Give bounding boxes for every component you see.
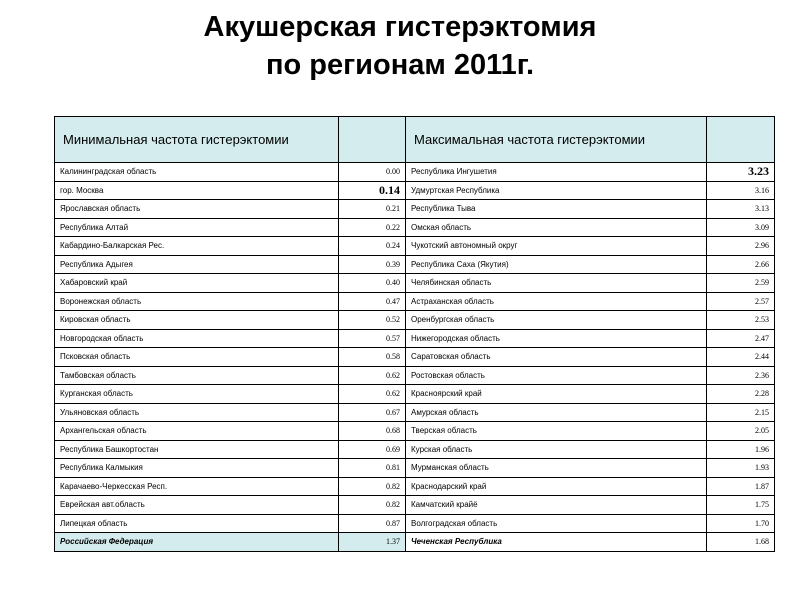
max-region-cell: Оренбургская область (406, 311, 707, 330)
table-row (55, 477, 775, 496)
max-value-cell: 3.13 (707, 200, 775, 219)
min-region-cell: Ярославская область (55, 200, 339, 219)
min-value-cell: 0.57 (339, 329, 406, 348)
max-value-cell: 2.57 (707, 292, 775, 311)
max-value-cell: 1.68 (707, 533, 775, 552)
max-value-cell: 1.70 (707, 514, 775, 533)
max-region-cell: Республика Ингушетия (406, 163, 707, 182)
table-row (55, 218, 775, 237)
max-value-cell: 2.96 (707, 237, 775, 256)
min-region-cell: Курганская область (55, 385, 339, 404)
min-region-cell: Карачаево-Черкесская Респ. (55, 477, 339, 496)
max-region-cell: Мурманская область (406, 459, 707, 478)
max-value-cell: 2.05 (707, 422, 775, 441)
table-row (55, 200, 775, 219)
table-row (55, 181, 775, 200)
min-value-cell: 0.67 (339, 403, 406, 422)
min-region-cell: Псковская область (55, 348, 339, 367)
max-value-cell: 1.75 (707, 496, 775, 515)
min-region-cell: Архангельская область (55, 422, 339, 441)
min-value-cell: 0.82 (339, 477, 406, 496)
min-region-cell: Республика Адыгея (55, 255, 339, 274)
min-value-cell: 0.58 (339, 348, 406, 367)
min-value-cell: 0.00 (339, 163, 406, 182)
table-row (55, 385, 775, 404)
table-row (55, 311, 775, 330)
max-value-cell: 2.44 (707, 348, 775, 367)
table-row (55, 422, 775, 441)
min-value-cell: 0.52 (339, 311, 406, 330)
min-region-cell: Липецкая область (55, 514, 339, 533)
min-region-cell: Кабардино-Балкарская Рес. (55, 237, 339, 256)
max-value-cell: 1.87 (707, 477, 775, 496)
table-row (55, 403, 775, 422)
max-value-cell: 3.23 (707, 163, 775, 182)
min-region-cell: Хабаровский край (55, 274, 339, 293)
table-row (55, 496, 775, 515)
min-region-cell: Еврейская авт.область (55, 496, 339, 515)
min-value-cell: 0.21 (339, 200, 406, 219)
table-row (55, 292, 775, 311)
max-value-cell: 3.16 (707, 181, 775, 200)
table-row (55, 329, 775, 348)
max-region-cell: Нижегородская область (406, 329, 707, 348)
max-value-cell: 2.28 (707, 385, 775, 404)
min-value-cell: 0.47 (339, 292, 406, 311)
max-value-cell: 2.66 (707, 255, 775, 274)
max-value-cell: 3.09 (707, 218, 775, 237)
table-row (55, 237, 775, 256)
min-region-cell: Республика Алтай (55, 218, 339, 237)
min-region-cell: Ульяновская область (55, 403, 339, 422)
max-region-cell: Республика Саха (Якутия) (406, 255, 707, 274)
max-region-cell: Красноярский край (406, 385, 707, 404)
max-value-cell: 2.15 (707, 403, 775, 422)
min-region-cell: Республика Башкортостан (55, 440, 339, 459)
table-row-total (55, 533, 775, 552)
table-row (55, 366, 775, 385)
header-min-frequency: Минимальная частота гистерэктомии (55, 117, 339, 163)
max-region-cell: Краснодарский край (406, 477, 707, 496)
max-region-cell: Удмуртская Республика (406, 181, 707, 200)
min-region-cell: Калининградская область (55, 163, 339, 182)
max-region-cell: Чеченская Республика (406, 533, 707, 552)
title-line-1: Акушерская гистерэктомия (203, 11, 597, 43)
min-value-cell: 0.68 (339, 422, 406, 441)
min-value-cell: 0.62 (339, 366, 406, 385)
min-value-cell: 0.62 (339, 385, 406, 404)
max-region-cell: Тверская область (406, 422, 707, 441)
table-row (55, 255, 775, 274)
min-value-cell: 0.22 (339, 218, 406, 237)
max-region-cell: Камчатский крайё (406, 496, 707, 515)
table-body (55, 163, 775, 552)
min-value-cell: 0.81 (339, 459, 406, 478)
header-min-value (339, 117, 406, 163)
min-value-cell: 0.69 (339, 440, 406, 459)
max-region-cell: Астраханская область (406, 292, 707, 311)
min-region-cell: гор. Москва (55, 181, 339, 200)
min-value-cell: 0.87 (339, 514, 406, 533)
max-value-cell: 1.93 (707, 459, 775, 478)
max-region-cell: Курская область (406, 440, 707, 459)
max-region-cell: Республика Тыва (406, 200, 707, 219)
table-row (55, 440, 775, 459)
min-region-cell: Кировская область (55, 311, 339, 330)
min-value-cell: 0.82 (339, 496, 406, 515)
table-header-row (55, 117, 775, 163)
table-row (55, 274, 775, 293)
max-region-cell: Ростовская область (406, 366, 707, 385)
max-region-cell: Волгоградская область (406, 514, 707, 533)
table-row (55, 348, 775, 367)
min-value-cell: 0.40 (339, 274, 406, 293)
regions-table (54, 116, 775, 552)
header-max-frequency: Максимальная частота гистерэктомии (406, 117, 707, 163)
max-value-cell: 2.59 (707, 274, 775, 293)
max-value-cell: 2.47 (707, 329, 775, 348)
min-value-cell: 1.37 (339, 533, 406, 552)
max-region-cell: Амурская область (406, 403, 707, 422)
min-region-cell: Российская Федерация (55, 533, 339, 552)
max-value-cell: 2.53 (707, 311, 775, 330)
min-region-cell: Тамбовская область (55, 366, 339, 385)
table-row (55, 459, 775, 478)
table-row (55, 514, 775, 533)
min-value-cell: 0.24 (339, 237, 406, 256)
max-region-cell: Омская область (406, 218, 707, 237)
max-region-cell: Челябинская область (406, 274, 707, 293)
max-region-cell: Саратовская область (406, 348, 707, 367)
min-value-cell: 0.39 (339, 255, 406, 274)
header-max-value (707, 117, 775, 163)
max-region-cell: Чукотский автономный округ (406, 237, 707, 256)
min-value-cell: 0.14 (339, 181, 406, 200)
min-region-cell: Республика Калмыкия (55, 459, 339, 478)
table-row (55, 163, 775, 182)
max-value-cell: 2.36 (707, 366, 775, 385)
min-region-cell: Воронежская область (55, 292, 339, 311)
min-region-cell: Новгородская область (55, 329, 339, 348)
max-value-cell: 1.96 (707, 440, 775, 459)
page-title (0, 8, 800, 84)
title-line-2: по регионам 2011г. (265, 49, 535, 81)
